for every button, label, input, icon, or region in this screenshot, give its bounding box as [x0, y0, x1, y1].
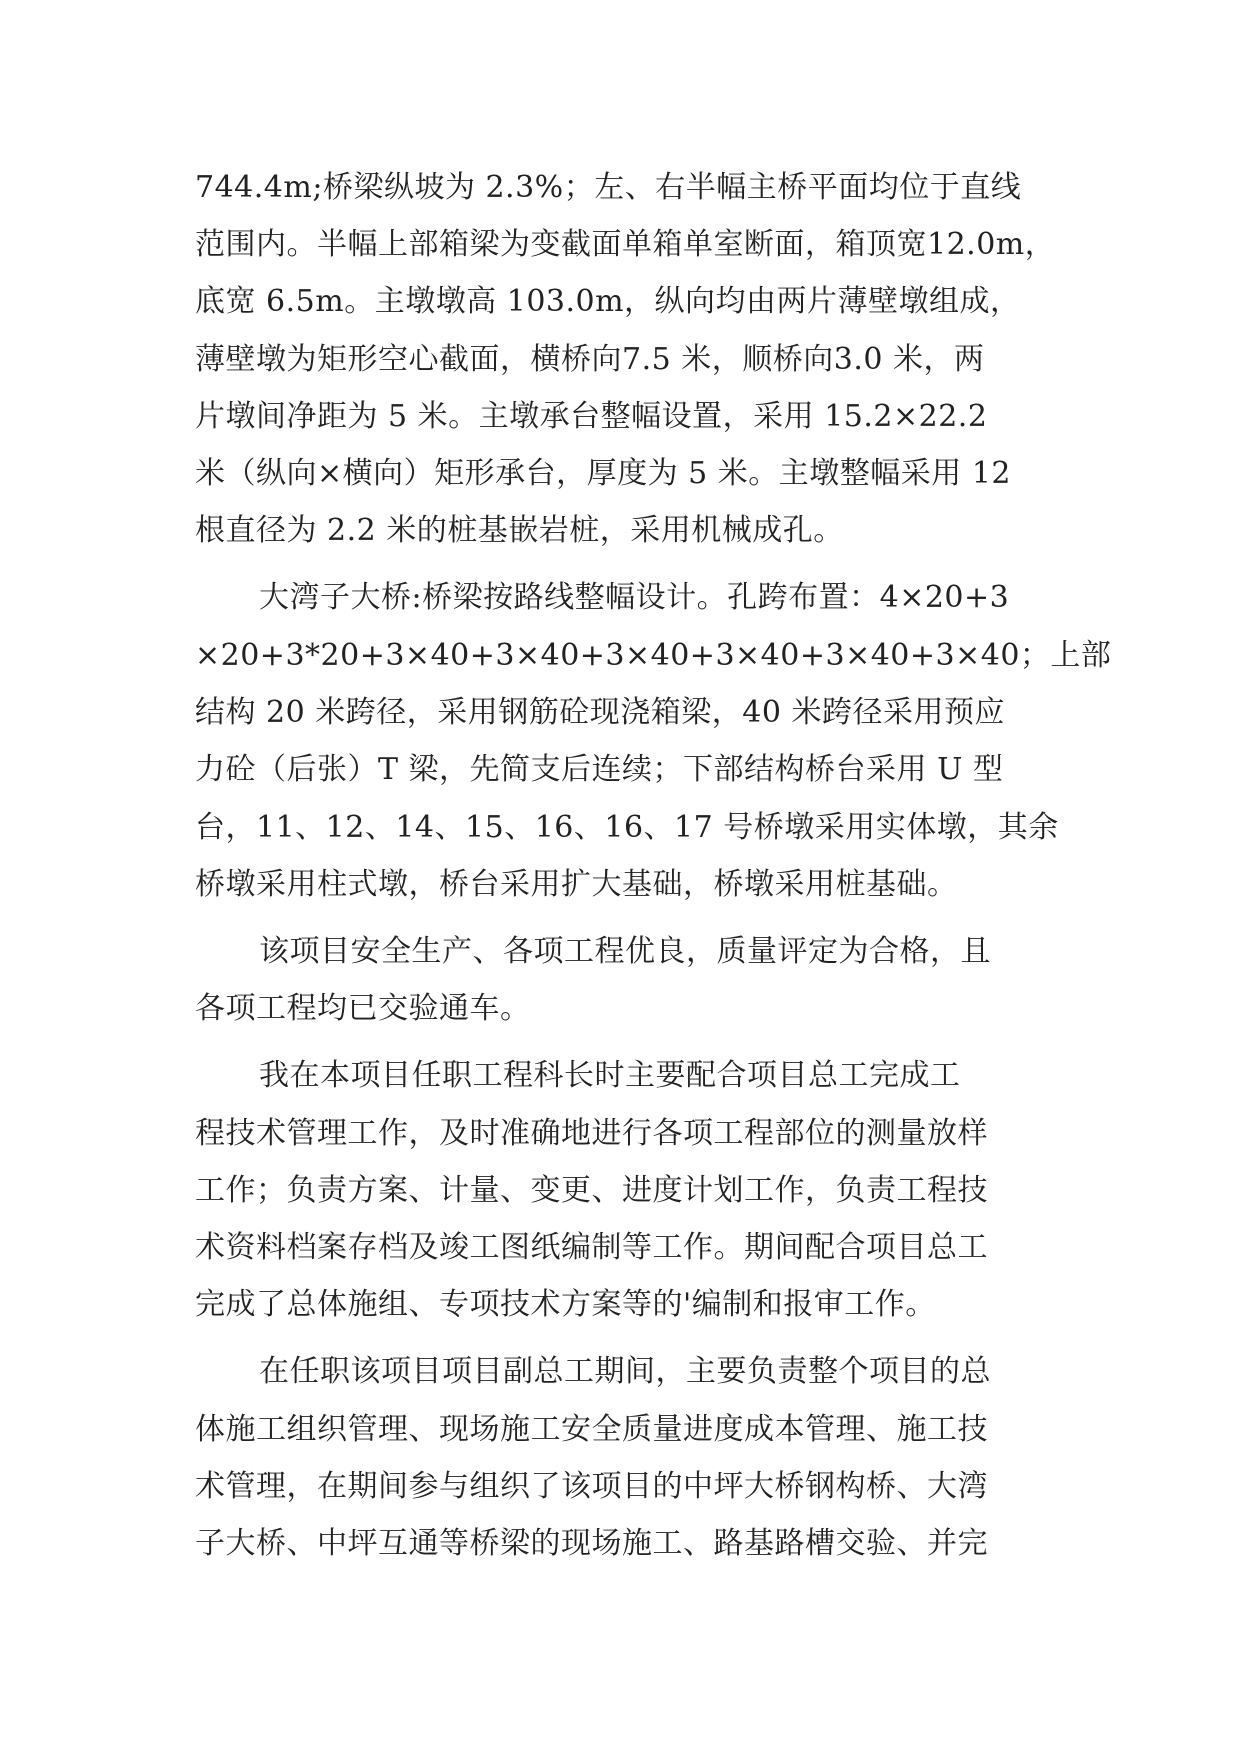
text-line: 桥墩采用柱式墩，桥台采用扩大基础，桥墩采用桩基础。 [195, 867, 958, 902]
text-line: 力砼（后张）T 梁，先简支后连续；下部结构桥台采用 U 型 [195, 752, 1004, 787]
text-line: ×20+3*20+3×40+3×40+3×40+3×40+3×40+3×40；上部 [195, 638, 1112, 673]
text-line: 米（纵向×横向）矩形承台，厚度为 5 米。主墩整幅采用 12 [195, 456, 1012, 491]
text-line: 薄壁墩为矩形空心截面，横桥向7.5 米，顺桥向3.0 米，两 [195, 342, 985, 377]
text-line: 程技术管理工作，及时准确地进行各项工程部位的测量放样 [195, 1116, 988, 1151]
text-line: 底宽 6.5m。主墩墩高 103.0m，纵向均由两片薄壁墩组成， [195, 284, 1021, 319]
text-line: 结构 20 米跨径，采用钢筋砼现浇箱梁，40 米跨径采用预应 [195, 695, 1005, 730]
text-line: 片墩间净距为 5 米。主墩承台整幅设置，采用 15.2×22.2 [195, 399, 988, 434]
text-line: 台，11、12、14、15、16、16、17 号桥墩采用实体墩，其余 [195, 810, 1059, 845]
text-line: 各项工程均已交验通车。 [195, 991, 531, 1026]
text-line: 范围内。半幅上部箱梁为变截面单箱单室断面，箱顶宽12.0m， [195, 227, 1056, 262]
text-line: 我在本项目任职工程科长时主要配合项目总工完成工 [259, 1058, 961, 1093]
text-line: 子大桥、中坪互通等桥梁的现场施工、路基路槽交验、并完 [195, 1526, 988, 1561]
text-line: 在任职该项目项目副总工期间，主要负责整个项目的总 [259, 1354, 991, 1389]
text-line: 体施工组织管理、现场施工安全质量进度成本管理、施工技 [195, 1412, 988, 1447]
text-line: 术资料档案存档及竣工图纸编制等工作。期间配合项目总工 [195, 1230, 988, 1265]
text-line: 根直径为 2.2 米的桩基嵌岩桩，采用机械成孔。 [195, 513, 844, 548]
text-line: 大湾子大桥:桥梁按路线整幅设计。孔跨布置：4×20+3 [259, 580, 1010, 615]
text-line: 术管理，在期间参与组织了该项目的中坪大桥钢构桥、大湾 [195, 1469, 988, 1504]
text-line: 工作；负责方案、计量、变更、进度计划工作，负责工程技 [195, 1173, 988, 1208]
text-line: 完成了总体施组、专项技术方案等的'编制和报审工作。 [195, 1287, 936, 1322]
text-line: 744.4m;桥梁纵坡为 2.3%；左、右半幅主桥平面均位于直线 [195, 170, 1022, 205]
text-line: 该项目安全生产、各项工程优良，质量评定为合格，且 [259, 934, 991, 969]
